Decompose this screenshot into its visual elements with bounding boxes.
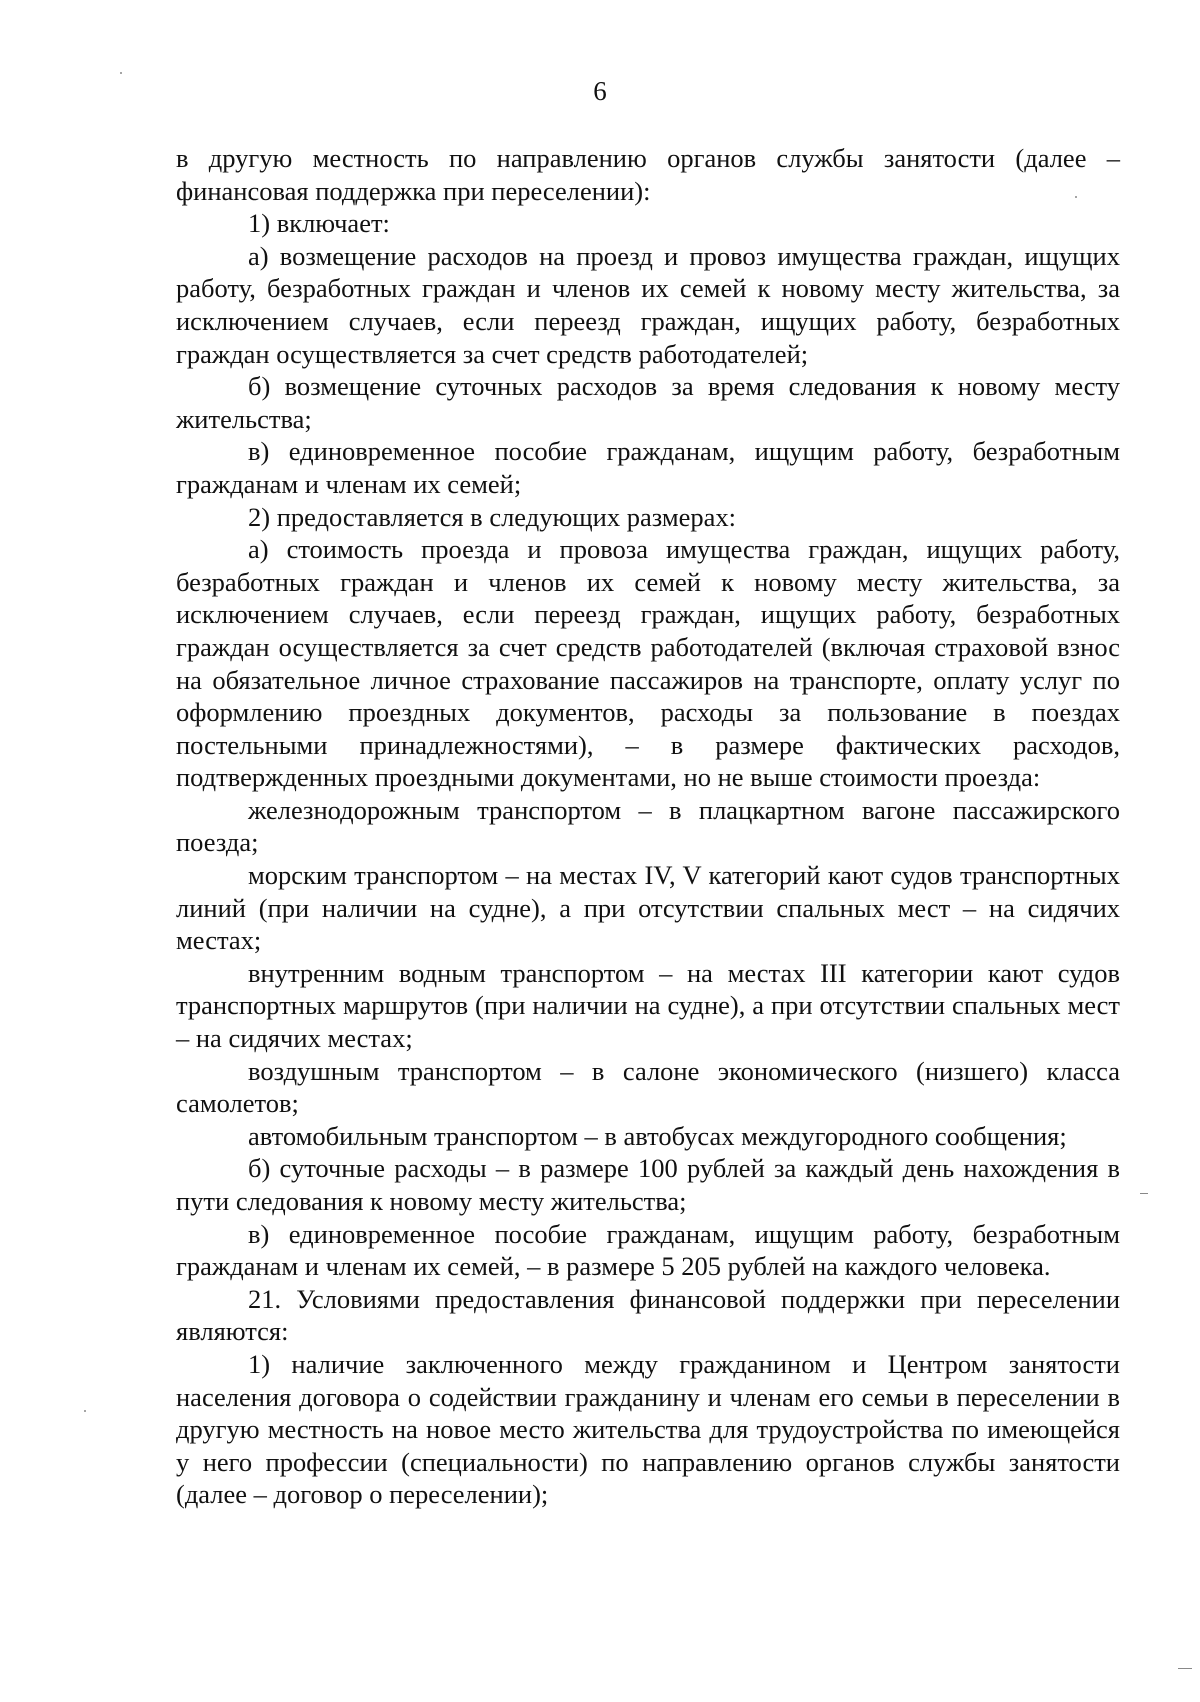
scan-speck [120, 72, 122, 74]
paragraph-sea-transport: морским транспортом – на местах IV, V категорий кают судов транспортных линий (при наличии на судне), а при отсутствии спальных мест – на сидячих местах; [176, 860, 1120, 956]
paragraph-item-2v: в) единовременное пособие гражданам, ищущим работу, безработным гражданам и членам их семей, – в размере 5 205 рублей на каждого человека. [176, 1218, 1120, 1282]
scan-speck [1075, 196, 1077, 198]
paragraph-road-transport: автомобильным транспортом – в автобусах междугородного сообщения; [248, 1120, 1067, 1151]
paragraph-item-1b: б) возмещение суточных расходов за время следования к новому месту жительства; [176, 371, 1120, 434]
paragraph-air-transport: воздушным транспортом – в салоне экономического (низшего) класса самолетов; [176, 1055, 1120, 1119]
paragraph-item-1v: в) единовременное пособие гражданам, ищущим работу, безработным гражданам и членам их семей; [176, 436, 1120, 499]
paragraph-rail-transport: железнодорожным транспортом – в плацкартном вагоне пассажирского поезда; [176, 794, 1120, 858]
paragraph-item-1: 1) включает: [248, 208, 390, 239]
page-number: 6 [593, 76, 607, 106]
paragraph-item-2b: б) суточные расходы – в размере 100 рублей за каждый день нахождения в пути следования к новому месту жительства; [176, 1153, 1120, 1216]
scan-speck [1178, 1668, 1192, 1669]
paragraph-inland-water-transport: внутренним водным транспортом – на местах III категории кают судов транспортных маршрутов (при наличии на судне), а при отсутствии спальных мест – на сидячих местах; [176, 957, 1120, 1054]
paragraph-item-2: 2) предоставляется в следующих размерах: [248, 501, 736, 532]
paragraph-clause-21-item-1: 1) наличие заключенного между гражданином и Центром занятости населения договора о содействии гражданину и членам его семьи в переселении в другую местность на новое место жительства для трудоустройства по имеющейся у него профессии (специальности) по направлению органов службы занятости (далее – договор о переселении); [176, 1348, 1120, 1510]
paragraph-intro: в другую местность по направлению органов службы занятости (далее – финансовая поддержка при переселении): [176, 143, 1120, 206]
paragraph-item-2a: а) стоимость проезда и провоза имущества граждан, ищущих работу, безработных граждан и членов их семей к новому месту жительства, за исключением случаев, если переезд граждан, ищущих работу, безработных граждан осуществляется за счет средств работодателей (включая страховой взнос на обязательное личное страхование пассажиров на транспорте, оплату услуг по оформлению проездных документов, расходы за пользование в поездах постельными принадлежностями), – в размере фактических расходов, подтвержденных проездными документами, но не выше стоимости проезда: [176, 534, 1120, 793]
document-body [176, 142, 1120, 1511]
scan-speck [1140, 1193, 1148, 1194]
paragraph-clause-21: 21. Условиями предоставления финансовой поддержки при переселении являются: [176, 1283, 1120, 1347]
paragraph-item-1a: а) возмещение расходов на проезд и провоз имущества граждан, ищущих работу, безработных граждан и членов их семей к новому месту жительства, за исключением случаев, если переезд граждан, ищущих работу, безработных граждан осуществляется за счет средств работодателей; [176, 240, 1120, 369]
scan-speck [84, 1410, 86, 1412]
